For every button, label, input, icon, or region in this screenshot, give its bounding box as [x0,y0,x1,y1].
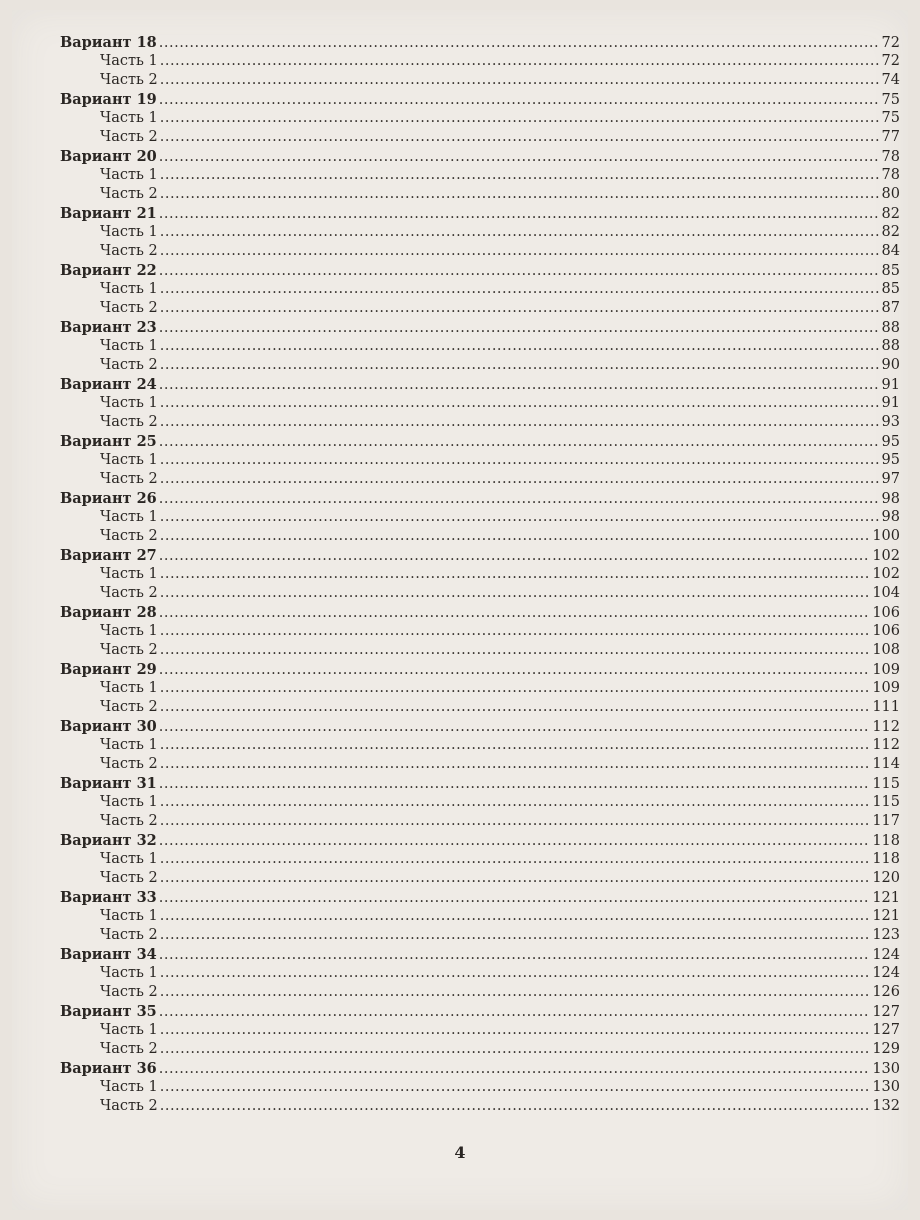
toc-part-entry-page: 90 [881,357,900,373]
toc-part-entry [60,1021,900,1040]
leader-dots [160,698,871,717]
toc-part-entry-page: 87 [881,300,900,316]
toc-part-entry [60,850,900,869]
toc-part-entry-page: 111 [872,699,900,715]
toc-variant-entry [60,375,900,394]
toc-variant-entry [60,774,900,793]
toc-part-entry [60,565,900,584]
toc-part-entry-page: 100 [872,528,900,544]
toc-part-entry-label: Часть 2 [100,1041,158,1057]
toc-part-entry-page: 84 [881,243,900,259]
leader-dots [160,1078,871,1097]
leader-dots [159,205,880,224]
toc-variant-entry-label: Вариант 18 [60,34,157,51]
leader-dots [159,547,871,566]
toc-variant-entry-page: 112 [872,719,900,735]
toc-part-entry-label: Часть 1 [100,53,158,69]
toc-part-entry [60,983,900,1002]
toc-part-entry [60,356,900,375]
toc-part-entry-page: 95 [881,452,900,468]
toc-variant-entry-page: 91 [881,377,900,393]
toc-part-entry [60,508,900,527]
toc-variant-entry-label: Вариант 29 [60,661,157,678]
leader-dots [160,793,871,812]
toc-variant-entry-label: Вариант 24 [60,376,157,393]
leader-dots [160,812,871,831]
toc-variant-entry-label: Вариант 35 [60,1003,157,1020]
leader-dots [159,490,880,509]
toc-part-entry-label: Часть 1 [100,452,158,468]
toc-variant-entry-label: Вариант 21 [60,205,157,222]
leader-dots [160,926,871,945]
toc-part-entry [60,812,900,831]
toc-variant-entry-label: Вариант 20 [60,148,157,165]
leader-dots [160,166,880,185]
toc-variant-entry [60,546,900,565]
leader-dots [160,1021,871,1040]
toc-part-entry-page: 72 [881,53,900,69]
toc-part-entry [60,299,900,318]
toc-part-entry-page: 120 [872,870,900,886]
leader-dots [160,508,880,527]
toc-variant-entry-page: 118 [872,833,900,849]
toc-part-entry [60,451,900,470]
leader-dots [160,850,871,869]
toc-part-entry-label: Часть 2 [100,813,158,829]
toc-variant-entry-label: Вариант 34 [60,946,157,963]
toc-part-entry [60,926,900,945]
toc-part-entry-page: 77 [881,129,900,145]
toc-variant-entry-label: Вариант 31 [60,775,157,792]
leader-dots [160,736,871,755]
leader-dots [160,128,880,147]
toc-part-entry-label: Часть 1 [100,1079,158,1095]
leader-dots [159,319,880,338]
toc-part-entry-label: Часть 1 [100,1022,158,1038]
toc-part-entry-page: 102 [872,566,900,582]
toc-part-entry-label: Часть 2 [100,300,158,316]
toc-part-entry-page: 91 [881,395,900,411]
leader-dots [159,946,871,965]
toc-variant-entry [60,204,900,223]
toc-variant-entry-label: Вариант 23 [60,319,157,336]
page-number: 4 [454,1143,466,1162]
leader-dots [160,71,880,90]
toc-variant-entry [60,888,900,907]
toc-variant-entry-page: 127 [872,1004,900,1020]
toc-variant-entry [60,33,900,52]
toc-part-entry-label: Часть 1 [100,965,158,981]
leader-dots [160,1097,871,1116]
leader-dots [159,34,880,53]
leader-dots [160,622,871,641]
toc-variant-entry-page: 121 [872,890,900,906]
toc-part-entry-label: Часть 1 [100,908,158,924]
toc-part-entry-label: Часть 2 [100,243,158,259]
toc-part-entry [60,128,900,147]
toc-variant-entry-label: Вариант 33 [60,889,157,906]
toc-part-entry [60,413,900,432]
leader-dots [160,413,880,432]
toc-part-entry-label: Часть 2 [100,1098,158,1114]
toc-part-entry-label: Часть 1 [100,623,158,639]
toc-part-entry [60,698,900,717]
toc-variant-entry-page: 109 [872,662,900,678]
table-of-contents [60,33,900,1116]
leader-dots [159,604,871,623]
leader-dots [160,394,880,413]
toc-part-entry-page: 78 [881,167,900,183]
toc-variant-entry [60,945,900,964]
toc-variant-entry [60,318,900,337]
toc-variant-entry-label: Вариант 19 [60,91,157,108]
toc-part-entry-label: Часть 2 [100,585,158,601]
toc-part-entry [60,52,900,71]
leader-dots [159,262,880,281]
toc-part-entry-label: Часть 2 [100,357,158,373]
toc-part-entry-label: Часть 2 [100,129,158,145]
toc-part-entry-page: 82 [881,224,900,240]
toc-part-entry-page: 118 [872,851,900,867]
toc-part-entry-label: Часть 1 [100,566,158,582]
leader-dots [159,433,880,452]
toc-part-entry-label: Часть 2 [100,927,158,943]
leader-dots [160,185,880,204]
leader-dots [160,964,871,983]
toc-part-entry-label: Часть 2 [100,984,158,1000]
leader-dots [159,148,880,167]
leader-dots [159,889,871,908]
toc-variant-entry [60,1002,900,1021]
toc-part-entry-page: 93 [881,414,900,430]
leader-dots [160,242,880,261]
toc-variant-entry [60,261,900,280]
leader-dots [160,527,871,546]
leader-dots [159,775,871,794]
toc-variant-entry-page: 72 [881,35,900,51]
toc-variant-entry-page: 124 [872,947,900,963]
leader-dots [160,356,880,375]
leader-dots [160,584,871,603]
toc-part-entry-page: 115 [872,794,900,810]
toc-variant-entry [60,489,900,508]
toc-part-entry-page: 129 [872,1041,900,1057]
toc-part-entry-label: Часть 2 [100,870,158,886]
leader-dots [159,1060,871,1079]
toc-variant-entry-label: Вариант 30 [60,718,157,735]
toc-part-entry-page: 126 [872,984,900,1000]
toc-variant-entry-label: Вариант 22 [60,262,157,279]
toc-part-entry [60,679,900,698]
toc-part-entry-page: 123 [872,927,900,943]
toc-part-entry [60,1097,900,1116]
toc-part-entry [60,242,900,261]
leader-dots [160,565,871,584]
toc-part-entry-label: Часть 1 [100,338,158,354]
toc-part-entry-page: 112 [872,737,900,753]
leader-dots [159,91,880,110]
toc-part-entry-label: Часть 2 [100,699,158,715]
toc-part-entry [60,1078,900,1097]
leader-dots [160,869,871,888]
leader-dots [159,661,871,680]
toc-part-entry-page: 74 [881,72,900,88]
toc-variant-entry-page: 102 [872,548,900,564]
toc-part-entry [60,622,900,641]
toc-variant-entry [60,717,900,736]
toc-part-entry-page: 132 [872,1098,900,1114]
leader-dots [159,376,880,395]
toc-part-entry-page: 130 [872,1079,900,1095]
toc-part-entry [60,736,900,755]
toc-part-entry-page: 97 [881,471,900,487]
toc-part-entry-page: 127 [872,1022,900,1038]
toc-variant-entry-label: Вариант 25 [60,433,157,450]
toc-part-entry-page: 80 [881,186,900,202]
toc-variant-entry-label: Вариант 26 [60,490,157,507]
toc-part-entry [60,964,900,983]
toc-part-entry-label: Часть 2 [100,186,158,202]
leader-dots [159,1003,871,1022]
leader-dots [160,280,880,299]
leader-dots [160,641,871,660]
leader-dots [160,983,871,1002]
toc-variant-entry [60,147,900,166]
toc-part-entry-page: 124 [872,965,900,981]
toc-part-entry [60,869,900,888]
toc-part-entry-label: Часть 2 [100,528,158,544]
toc-part-entry-label: Часть 1 [100,737,158,753]
toc-variant-entry-page: 82 [881,206,900,222]
toc-part-entry [60,793,900,812]
leader-dots [160,470,880,489]
toc-variant-entry-page: 75 [881,92,900,108]
toc-part-entry-page: 121 [872,908,900,924]
toc-part-entry-label: Часть 2 [100,756,158,772]
toc-part-entry-page: 75 [881,110,900,126]
toc-variant-entry-page: 85 [881,263,900,279]
leader-dots [160,109,880,128]
toc-variant-entry-label: Вариант 28 [60,604,157,621]
toc-part-entry-label: Часть 1 [100,509,158,525]
toc-part-entry-label: Часть 2 [100,72,158,88]
toc-part-entry-label: Часть 1 [100,110,158,126]
toc-part-entry [60,394,900,413]
toc-part-entry [60,755,900,774]
leader-dots [160,299,880,318]
toc-part-entry-label: Часть 2 [100,642,158,658]
leader-dots [160,223,880,242]
toc-part-entry [60,907,900,926]
toc-part-entry [60,527,900,546]
toc-part-entry [60,641,900,660]
toc-variant-entry-page: 88 [881,320,900,336]
toc-variant-entry-label: Вариант 32 [60,832,157,849]
leader-dots [160,52,880,71]
leader-dots [160,679,871,698]
toc-part-entry-label: Часть 1 [100,851,158,867]
toc-part-entry-page: 98 [881,509,900,525]
toc-variant-entry-label: Вариант 27 [60,547,157,564]
leader-dots [159,832,871,851]
leader-dots [159,718,871,737]
toc-part-entry-page: 88 [881,338,900,354]
toc-part-entry-label: Часть 1 [100,224,158,240]
toc-part-entry-label: Часть 2 [100,471,158,487]
toc-variant-entry-page: 95 [881,434,900,450]
toc-part-entry [60,185,900,204]
toc-variant-entry-page: 115 [872,776,900,792]
toc-part-entry-page: 114 [872,756,900,772]
toc-part-entry-page: 117 [872,813,900,829]
toc-part-entry-label: Часть 2 [100,414,158,430]
toc-part-entry [60,109,900,128]
toc-variant-entry-page: 130 [872,1061,900,1077]
toc-variant-entry-label: Вариант 36 [60,1060,157,1077]
toc-variant-entry-page: 98 [881,491,900,507]
toc-part-entry-label: Часть 1 [100,395,158,411]
toc-variant-entry [60,432,900,451]
toc-variant-entry [60,90,900,109]
toc-part-entry [60,223,900,242]
toc-part-entry [60,71,900,90]
toc-part-entry [60,166,900,185]
toc-part-entry [60,337,900,356]
leader-dots [160,451,880,470]
leader-dots [160,1040,871,1059]
toc-part-entry-page: 106 [872,623,900,639]
toc-variant-entry [60,831,900,850]
leader-dots [160,337,880,356]
toc-part-entry [60,1040,900,1059]
toc-part-entry-label: Часть 1 [100,794,158,810]
toc-variant-entry [60,603,900,622]
leader-dots [160,907,871,926]
toc-part-entry [60,584,900,603]
toc-part-entry [60,470,900,489]
toc-variant-entry [60,660,900,679]
document-page [12,10,908,1210]
toc-part-entry [60,280,900,299]
toc-part-entry-label: Часть 1 [100,167,158,183]
toc-part-entry-page: 108 [872,642,900,658]
toc-part-entry-page: 109 [872,680,900,696]
toc-variant-entry-page: 106 [872,605,900,621]
toc-part-entry-label: Часть 1 [100,680,158,696]
toc-variant-entry-page: 78 [881,149,900,165]
leader-dots [160,755,871,774]
toc-part-entry-page: 85 [881,281,900,297]
toc-part-entry-label: Часть 1 [100,281,158,297]
toc-part-entry-page: 104 [872,585,900,601]
toc-variant-entry [60,1059,900,1078]
